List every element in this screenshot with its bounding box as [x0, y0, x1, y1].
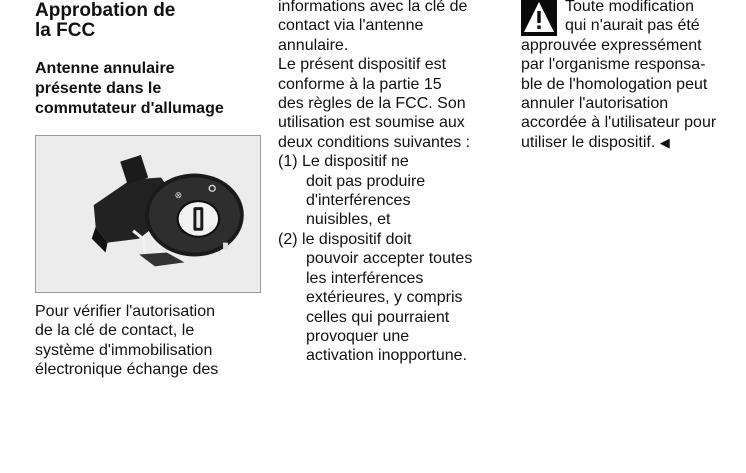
last-line: [521, 133, 746, 152]
ignition-switch-illustration: [36, 136, 260, 292]
list-number: (1): [278, 153, 298, 171]
ignition-switch-antenna-image: [35, 135, 261, 293]
text-line: deux conditions suivantes :: [278, 133, 471, 151]
text-line: conforme à la partie 15: [278, 75, 442, 93]
list-continuation: [306, 249, 510, 365]
text-line: annulaire.: [278, 36, 349, 54]
text-line: des règles de la FCC. Son: [278, 95, 466, 113]
column-2: [278, 0, 510, 366]
end-marker-icon: ◀: [659, 134, 670, 150]
section-subtitle-line-3: commutateur d'allumage: [35, 100, 224, 117]
text-line: provoquer une: [306, 327, 410, 345]
text-line: informations avec la clé de: [278, 0, 468, 15]
column-1: [35, 0, 263, 379]
section-subtitle-line-1: Antenne annulaire: [35, 60, 175, 77]
text-line: contact via l'antenne: [278, 17, 424, 35]
condition-list-item-1: [278, 152, 510, 230]
text-line: annuler l'autorisation: [521, 95, 669, 113]
text-line: les interférences: [306, 269, 424, 287]
text-line: d'interférences: [306, 192, 411, 210]
column-2-paragraph: [278, 0, 510, 152]
text-line: utiliser le dispositif.: [521, 133, 656, 151]
section-title: [35, 1, 263, 41]
text-line: ble de l'homologation peut: [521, 75, 708, 93]
column-3: [521, 0, 746, 152]
text-line: par l'organisme responsa-: [521, 56, 706, 74]
section-subtitle: [35, 59, 263, 119]
text-line: pouvoir accepter toutes: [306, 250, 473, 268]
section-title-line-1: Approbation de: [35, 0, 176, 21]
text-line: Toute modification: [565, 0, 694, 15]
text-line: de la clé de contact, le: [35, 322, 195, 340]
text-line: électronique échange des: [35, 361, 219, 379]
list-first-line: le dispositif doit: [302, 230, 412, 248]
text-line: utilisation est soumise aux: [278, 114, 465, 132]
warning-paragraph: [521, 0, 746, 152]
text-line: activation inopportune.: [306, 347, 467, 365]
section-subtitle-line-2: présente dans le: [35, 80, 162, 97]
text-line: Le présent dispositif est: [278, 56, 447, 74]
svg-text:⊗: ⊗: [174, 191, 183, 202]
list-continuation: [306, 172, 510, 230]
text-line: extérieures, y compris: [306, 289, 463, 307]
condition-list-item-2: [278, 230, 510, 366]
text-line: doit pas produire: [306, 172, 426, 190]
text-line: Pour vérifier l'autorisation: [35, 303, 216, 320]
warning-triangle-icon: [521, 0, 557, 36]
text-line: nuisibles, et: [306, 211, 391, 229]
text-line: approuvée expressément: [521, 36, 702, 54]
warning-second-line: [521, 16, 746, 35]
text-line: accordée à l'utilisateur pour: [521, 114, 717, 132]
text-line: qui n'aurait pas été: [565, 17, 700, 35]
text-line: système d'immobilisation: [35, 341, 213, 359]
column-1-paragraph: [35, 302, 263, 380]
section-title-line-2: la FCC: [35, 20, 96, 41]
list-number: (2): [278, 230, 298, 248]
list-first-line: Le dispositif ne: [302, 153, 409, 171]
text-line: celles qui pourraient: [306, 308, 450, 326]
